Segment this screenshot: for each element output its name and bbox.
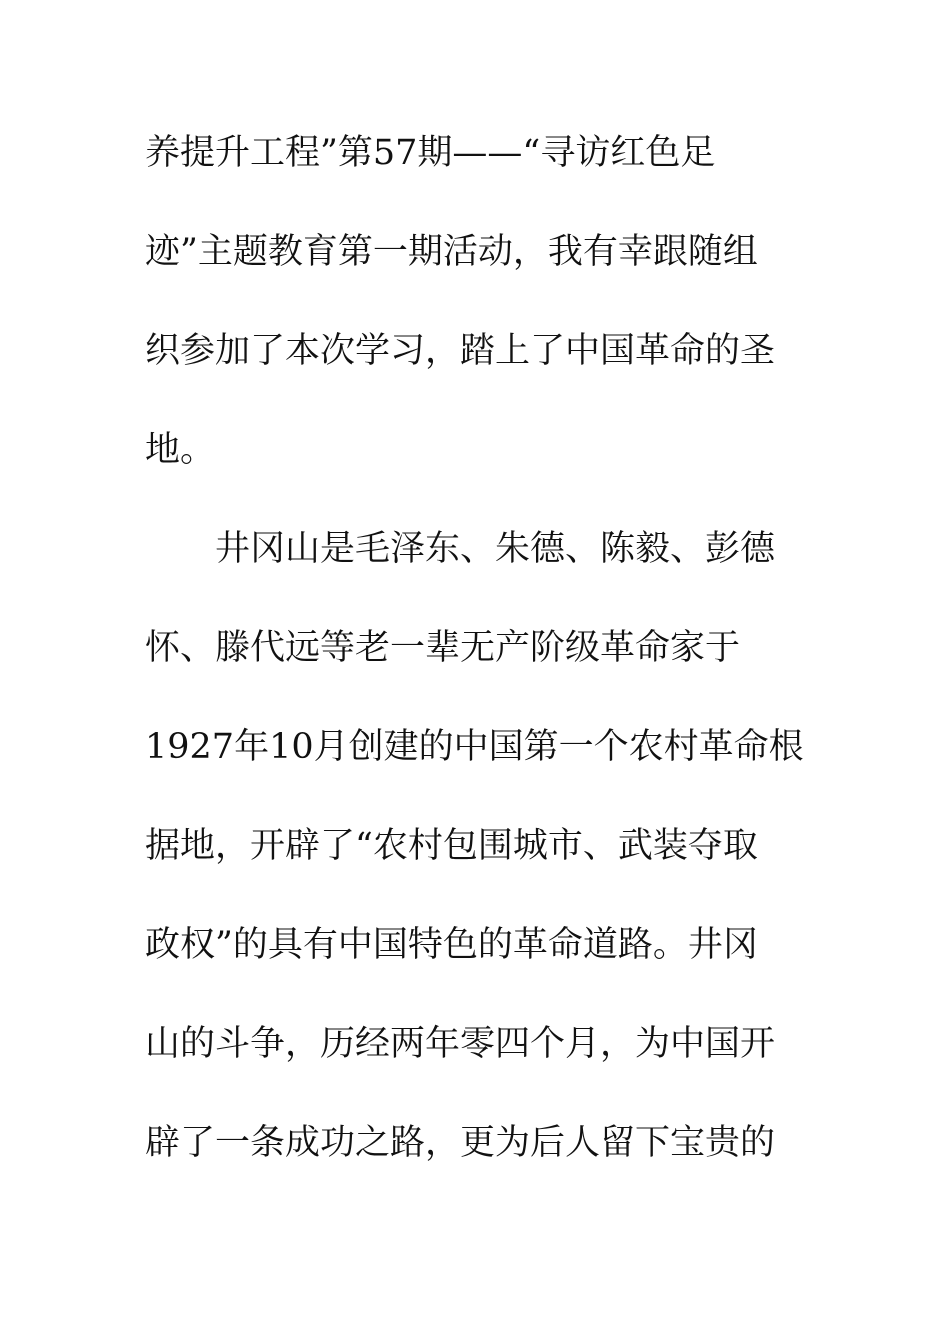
paragraph-line: 山的斗争，历经两年零四个月，为中国开	[145, 1024, 776, 1064]
paragraph-line: 政权”的具有中国特色的革命道路。井冈	[145, 925, 758, 965]
paragraph-line: 据地，开辟了“农村包围城市、武装夺取	[145, 826, 758, 866]
paragraph-line: 怀、滕代远等老一辈无产阶级革命家于	[145, 628, 741, 668]
paragraph-line: 辟了一条成功之路，更为后人留下宝贵的	[145, 1123, 776, 1163]
paragraph-line: 井冈山是毛泽东、朱德、陈毅、彭德	[215, 529, 776, 569]
paragraph-line: 织参加了本次学习，踏上了中国革命的圣	[145, 331, 776, 371]
paragraph-line: 养提升工程”第57期——“寻访红色足	[145, 133, 716, 173]
paragraph-line: 地。	[145, 430, 216, 470]
paragraph-line: 1927年10月创建的中国第一个农村革命根	[145, 727, 804, 767]
paragraph-line: 迹”主题教育第一期活动，我有幸跟随组	[145, 232, 758, 272]
